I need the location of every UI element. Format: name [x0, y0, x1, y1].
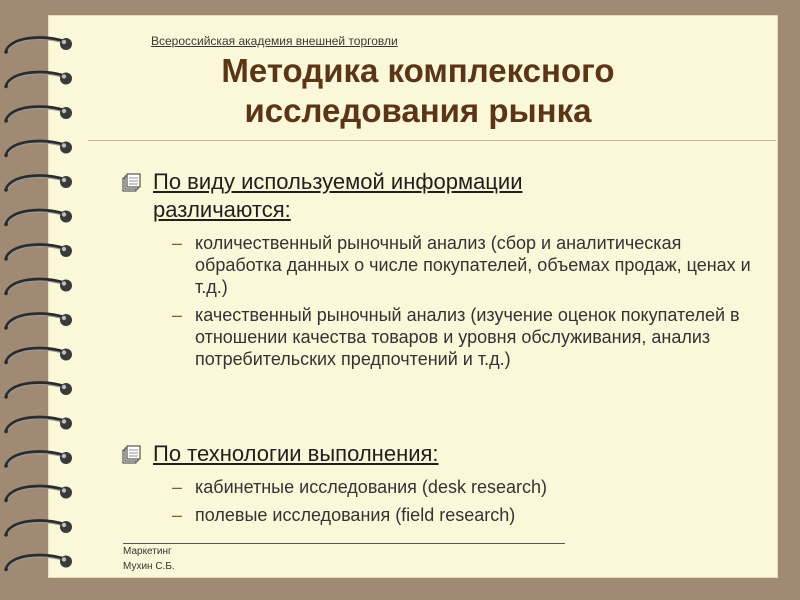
- sub-item: [172, 304, 770, 370]
- slide: [48, 15, 778, 578]
- bullet-section-information: [120, 168, 770, 370]
- bullet-text-line1: По технологии выполнения:: [153, 441, 439, 466]
- dash-marker: –: [172, 233, 183, 253]
- sub-item-text: полевые исследования (field research): [195, 505, 516, 525]
- footer-author: Мухин С.Б.: [123, 561, 175, 572]
- title-line-2: исследования рынка: [244, 92, 592, 129]
- organization-name: Всероссийская академия внешней торговли: [151, 34, 398, 48]
- sub-item-text: качественный рыночный анализ (изучение оценок покупателей в отношении качества товаров и уровня обслуживания, анализ потребительских предпочтений и т.д.): [195, 305, 740, 369]
- footer-course: Маркетинг: [123, 546, 172, 557]
- dash-marker: –: [172, 505, 183, 525]
- dash-marker: –: [172, 305, 183, 325]
- bullet-text-line2: различаются:: [153, 197, 291, 222]
- sub-item: [172, 232, 770, 298]
- bullet-item: [120, 440, 770, 468]
- bullet-item: [120, 168, 770, 224]
- book-icon: [120, 170, 144, 194]
- title-divider: [88, 140, 776, 141]
- sub-item: [172, 476, 770, 498]
- sub-item-text: количественный рыночный анализ (сбор и аналитическая обработка данных о числе покупателей, объемах продаж, ценах и т.д.): [195, 233, 751, 297]
- bullet-section-technology: [120, 440, 770, 526]
- dash-marker: –: [172, 477, 183, 497]
- sub-item-text: кабинетные исследования (desk research): [195, 477, 547, 497]
- title-line-1: Методика комплексного: [221, 52, 615, 89]
- bullet-text-line1: По виду используемой информации: [153, 169, 523, 194]
- book-icon: [120, 442, 144, 466]
- footer-divider: [123, 543, 565, 544]
- page-title: [93, 51, 743, 131]
- sub-item: [172, 504, 770, 526]
